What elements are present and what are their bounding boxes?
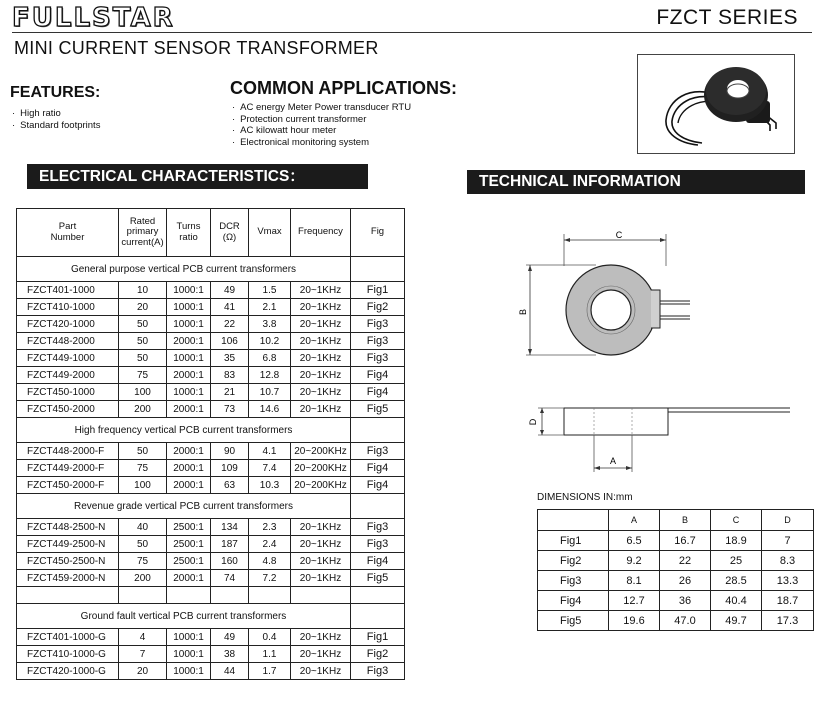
table-cell: 20~1KHz	[291, 519, 351, 536]
column-header: Fig	[351, 209, 405, 257]
table-cell: 2000:1	[167, 367, 211, 384]
table-row	[17, 367, 405, 384]
table-cell: 20~1KHz	[291, 629, 351, 646]
table-cell: FZCT410-1000	[17, 299, 119, 316]
table-cell: FZCT450-2000	[17, 401, 119, 418]
dims-row	[538, 611, 814, 631]
column-header: Turns ratio	[167, 209, 211, 257]
table-cell: FZCT449-1000	[17, 350, 119, 367]
features-heading: FEATURES:	[10, 84, 101, 101]
table-cell: 6.8	[249, 350, 291, 367]
electrical-characteristics-table	[16, 208, 405, 680]
table-cell: 90	[211, 443, 249, 460]
application-item: · Protection current transformer	[232, 114, 411, 126]
dims-cell: Fig2	[538, 551, 609, 571]
table-cell: 40	[119, 519, 167, 536]
table-cell: 2000:1	[167, 333, 211, 350]
table-cell: 2000:1	[167, 443, 211, 460]
table-cell: 20~1KHz	[291, 350, 351, 367]
header-divider	[12, 32, 812, 33]
table-cell: 20~1KHz	[291, 663, 351, 680]
table-row	[17, 350, 405, 367]
table-cell: Fig4	[351, 553, 405, 570]
group-fig-cell	[351, 418, 405, 443]
dims-row	[538, 591, 814, 611]
table-cell: 20~200KHz	[291, 477, 351, 494]
group-title-row	[17, 604, 405, 629]
table-cell: 2000:1	[167, 477, 211, 494]
table-cell: 20	[119, 299, 167, 316]
table-cell: FZCT420-1000-G	[17, 663, 119, 680]
table-cell: FZCT420-1000	[17, 316, 119, 333]
dims-cell: Fig1	[538, 531, 609, 551]
application-item: · AC kilowatt hour meter	[232, 125, 411, 137]
table-cell: 20~1KHz	[291, 570, 351, 587]
table-cell: 12.8	[249, 367, 291, 384]
table-cell	[291, 587, 351, 604]
table-cell: 2.1	[249, 299, 291, 316]
table-cell: 20~200KHz	[291, 443, 351, 460]
table-cell: FZCT459-2000-N	[17, 570, 119, 587]
table-cell: 21	[211, 384, 249, 401]
dims-row	[538, 551, 814, 571]
dimension-drawing	[518, 228, 808, 478]
table-cell: 75	[119, 367, 167, 384]
table-cell: 10.7	[249, 384, 291, 401]
table-cell: 1000:1	[167, 629, 211, 646]
table-cell: Fig3	[351, 350, 405, 367]
table-cell: Fig3	[351, 536, 405, 553]
dim-label-d: D	[528, 418, 538, 426]
group-title-row	[17, 418, 405, 443]
table-cell: 200	[119, 570, 167, 587]
table-cell: 2500:1	[167, 536, 211, 553]
table-cell: Fig4	[351, 460, 405, 477]
table-cell: 7.4	[249, 460, 291, 477]
application-item: · AC energy Meter Power transducer RTU	[232, 102, 411, 114]
table-cell: 187	[211, 536, 249, 553]
table-cell: 2500:1	[167, 553, 211, 570]
dim-label-c: C	[615, 230, 623, 240]
group-fig-cell	[351, 257, 405, 282]
dims-cell: Fig4	[538, 591, 609, 611]
group-fig-cell	[351, 494, 405, 519]
table-cell: Fig3	[351, 443, 405, 460]
feature-item: · High ratio	[12, 108, 100, 120]
table-cell: FZCT448-2000-F	[17, 443, 119, 460]
table-cell: 4.1	[249, 443, 291, 460]
column-header: Frequency	[291, 209, 351, 257]
table-cell: Fig3	[351, 333, 405, 350]
table-row	[17, 519, 405, 536]
table-cell: 50	[119, 333, 167, 350]
dim-label-b: B	[518, 308, 528, 316]
table-row	[17, 570, 405, 587]
table-cell: 73	[211, 401, 249, 418]
dims-column-header: C	[711, 510, 762, 531]
table-cell: 20~1KHz	[291, 384, 351, 401]
table-cell: 20~1KHz	[291, 333, 351, 350]
table-cell: 109	[211, 460, 249, 477]
dims-cell: 25	[711, 551, 762, 571]
dims-cell: 18.7	[762, 591, 814, 611]
table-cell: Fig2	[351, 646, 405, 663]
brand-logo: FULLSTAR	[12, 3, 175, 33]
table-row	[17, 477, 405, 494]
table-row	[17, 333, 405, 350]
table-cell: 10	[119, 282, 167, 299]
dims-cell: 40.4	[711, 591, 762, 611]
table-cell: FZCT450-2000-F	[17, 477, 119, 494]
table-cell: FZCT448-2000	[17, 333, 119, 350]
table-row	[17, 460, 405, 477]
table-cell: 50	[119, 316, 167, 333]
table-cell: Fig2	[351, 299, 405, 316]
table-cell	[167, 587, 211, 604]
table-cell	[17, 587, 119, 604]
table-cell: 1.5	[249, 282, 291, 299]
table-cell	[211, 587, 249, 604]
dims-cell: 12.7	[609, 591, 660, 611]
table-cell: 100	[119, 477, 167, 494]
table-cell: 20~1KHz	[291, 316, 351, 333]
dims-cell: 13.3	[762, 571, 814, 591]
table-cell: FZCT410-1000-G	[17, 646, 119, 663]
table-cell: 1000:1	[167, 663, 211, 680]
table-cell: FZCT401-1000-G	[17, 629, 119, 646]
table-cell: 38	[211, 646, 249, 663]
product-photo	[637, 54, 795, 154]
table-cell: FZCT450-1000	[17, 384, 119, 401]
dims-cell: 49.7	[711, 611, 762, 631]
table-cell: 100	[119, 384, 167, 401]
group-title-row	[17, 494, 405, 519]
table-cell: 50	[119, 350, 167, 367]
table-cell: 22	[211, 316, 249, 333]
table-cell	[249, 587, 291, 604]
table-cell: 2000:1	[167, 401, 211, 418]
table-cell: Fig3	[351, 316, 405, 333]
table-cell: 75	[119, 553, 167, 570]
dims-cell: 6.5	[609, 531, 660, 551]
dims-cell: 19.6	[609, 611, 660, 631]
dims-column-header	[538, 510, 609, 531]
table-cell: Fig1	[351, 629, 405, 646]
table-cell: 41	[211, 299, 249, 316]
table-cell: FZCT450-2500-N	[17, 553, 119, 570]
group-fig-cell	[351, 604, 405, 629]
table-cell: 1000:1	[167, 282, 211, 299]
table-row	[17, 316, 405, 333]
dims-column-header: D	[762, 510, 814, 531]
dims-row	[538, 531, 814, 551]
group-title: General purpose vertical PCB current transformers	[17, 257, 351, 282]
table-cell: 0.4	[249, 629, 291, 646]
table-cell: 10.3	[249, 477, 291, 494]
dims-cell: 47.0	[660, 611, 711, 631]
dimensions-title: DIMENSIONS IN:mm	[537, 492, 633, 503]
dim-label-a: A	[609, 456, 617, 466]
dims-header-row	[538, 510, 814, 531]
table-cell: 2500:1	[167, 519, 211, 536]
dims-column-header: A	[609, 510, 660, 531]
group-title: High frequency vertical PCB current transformers	[17, 418, 351, 443]
table-cell: 20~1KHz	[291, 536, 351, 553]
table-cell: 20~1KHz	[291, 282, 351, 299]
column-header: Vmax	[249, 209, 291, 257]
dimensions-table	[537, 509, 814, 631]
table-cell: FZCT401-1000	[17, 282, 119, 299]
table-cell: FZCT449-2500-N	[17, 536, 119, 553]
dims-cell: 22	[660, 551, 711, 571]
table-cell: 49	[211, 629, 249, 646]
table-cell: 1000:1	[167, 299, 211, 316]
dims-column-header: B	[660, 510, 711, 531]
dims-cell: 18.9	[711, 531, 762, 551]
table-row	[17, 282, 405, 299]
table-cell: 7	[119, 646, 167, 663]
table-cell: 20	[119, 663, 167, 680]
table-row	[17, 299, 405, 316]
dims-cell: 16.7	[660, 531, 711, 551]
table-row	[17, 663, 405, 680]
table-cell: 2000:1	[167, 460, 211, 477]
table-cell: Fig4	[351, 477, 405, 494]
column-header: DCR (Ω)	[211, 209, 249, 257]
dims-cell: 26	[660, 571, 711, 591]
table-cell: 49	[211, 282, 249, 299]
table-row	[17, 646, 405, 663]
dims-cell: Fig5	[538, 611, 609, 631]
table-cell: 50	[119, 443, 167, 460]
table-cell: 2.3	[249, 519, 291, 536]
dims-cell: 9.2	[609, 551, 660, 571]
group-title-row	[17, 257, 405, 282]
table-row	[17, 587, 405, 604]
dims-cell: 28.5	[711, 571, 762, 591]
table-row	[17, 553, 405, 570]
dims-cell: 36	[660, 591, 711, 611]
table-cell: 1.7	[249, 663, 291, 680]
table-cell: 83	[211, 367, 249, 384]
table-cell: FZCT449-2000	[17, 367, 119, 384]
table-cell: Fig1	[351, 282, 405, 299]
table-cell: 4.8	[249, 553, 291, 570]
table-cell: 3.8	[249, 316, 291, 333]
table-cell: 63	[211, 477, 249, 494]
table-cell: 134	[211, 519, 249, 536]
table-row	[17, 443, 405, 460]
table-cell: Fig3	[351, 519, 405, 536]
table-cell: 74	[211, 570, 249, 587]
current-transformer-image	[638, 55, 794, 153]
table-cell: Fig4	[351, 367, 405, 384]
dims-cell: 8.3	[762, 551, 814, 571]
table-cell: 1000:1	[167, 646, 211, 663]
series-title: FZCT SERIES	[656, 6, 798, 29]
table-cell: 106	[211, 333, 249, 350]
features-list	[12, 108, 100, 131]
table-cell: 20~200KHz	[291, 460, 351, 477]
table-cell: 1000:1	[167, 316, 211, 333]
table-cell: Fig4	[351, 384, 405, 401]
table-cell: 75	[119, 460, 167, 477]
table-cell: 2.4	[249, 536, 291, 553]
table-cell: 20~1KHz	[291, 367, 351, 384]
table-cell: 4	[119, 629, 167, 646]
dims-cell: 17.3	[762, 611, 814, 631]
table-cell	[351, 587, 405, 604]
column-header: Part Number	[17, 209, 119, 257]
table-row	[17, 629, 405, 646]
column-header: Rated primary current(A)	[119, 209, 167, 257]
application-item: · Electronical monitoring system	[232, 137, 411, 149]
table-cell	[119, 587, 167, 604]
table-cell: 20~1KHz	[291, 299, 351, 316]
applications-list	[232, 102, 411, 148]
table-header-row	[17, 209, 405, 257]
electrical-characteristics-heading: ELECTRICAL CHARACTERISTICS：	[27, 164, 368, 189]
group-title: Ground fault vertical PCB current transformers	[17, 604, 351, 629]
table-row	[17, 384, 405, 401]
table-cell: 20~1KHz	[291, 553, 351, 570]
table-cell: 50	[119, 536, 167, 553]
table-cell: 1.1	[249, 646, 291, 663]
table-cell: 14.6	[249, 401, 291, 418]
table-cell: 20~1KHz	[291, 401, 351, 418]
dims-cell: Fig3	[538, 571, 609, 591]
group-title: Revenue grade vertical PCB current transformers	[17, 494, 351, 519]
technical-information-heading: TECHNICAL INFORMATION	[467, 170, 805, 194]
table-row	[17, 536, 405, 553]
table-cell: 10.2	[249, 333, 291, 350]
product-subtitle: MINI CURRENT SENSOR TRANSFORMER	[14, 38, 379, 58]
table-cell: 20~1KHz	[291, 646, 351, 663]
dims-cell: 8.1	[609, 571, 660, 591]
table-cell: FZCT449-2000-F	[17, 460, 119, 477]
table-cell: 160	[211, 553, 249, 570]
dims-row	[538, 571, 814, 591]
table-cell: 2000:1	[167, 570, 211, 587]
table-cell: 44	[211, 663, 249, 680]
table-cell: 1000:1	[167, 350, 211, 367]
table-cell: Fig5	[351, 401, 405, 418]
table-cell: FZCT448-2500-N	[17, 519, 119, 536]
table-cell: 7.2	[249, 570, 291, 587]
table-cell: 1000:1	[167, 384, 211, 401]
feature-item: · Standard footprints	[12, 120, 100, 132]
table-cell: 35	[211, 350, 249, 367]
table-cell: Fig5	[351, 570, 405, 587]
table-row	[17, 401, 405, 418]
table-cell: 200	[119, 401, 167, 418]
dims-cell: 7	[762, 531, 814, 551]
table-cell: Fig3	[351, 663, 405, 680]
applications-heading: COMMON APPLICATIONS:	[230, 78, 457, 98]
